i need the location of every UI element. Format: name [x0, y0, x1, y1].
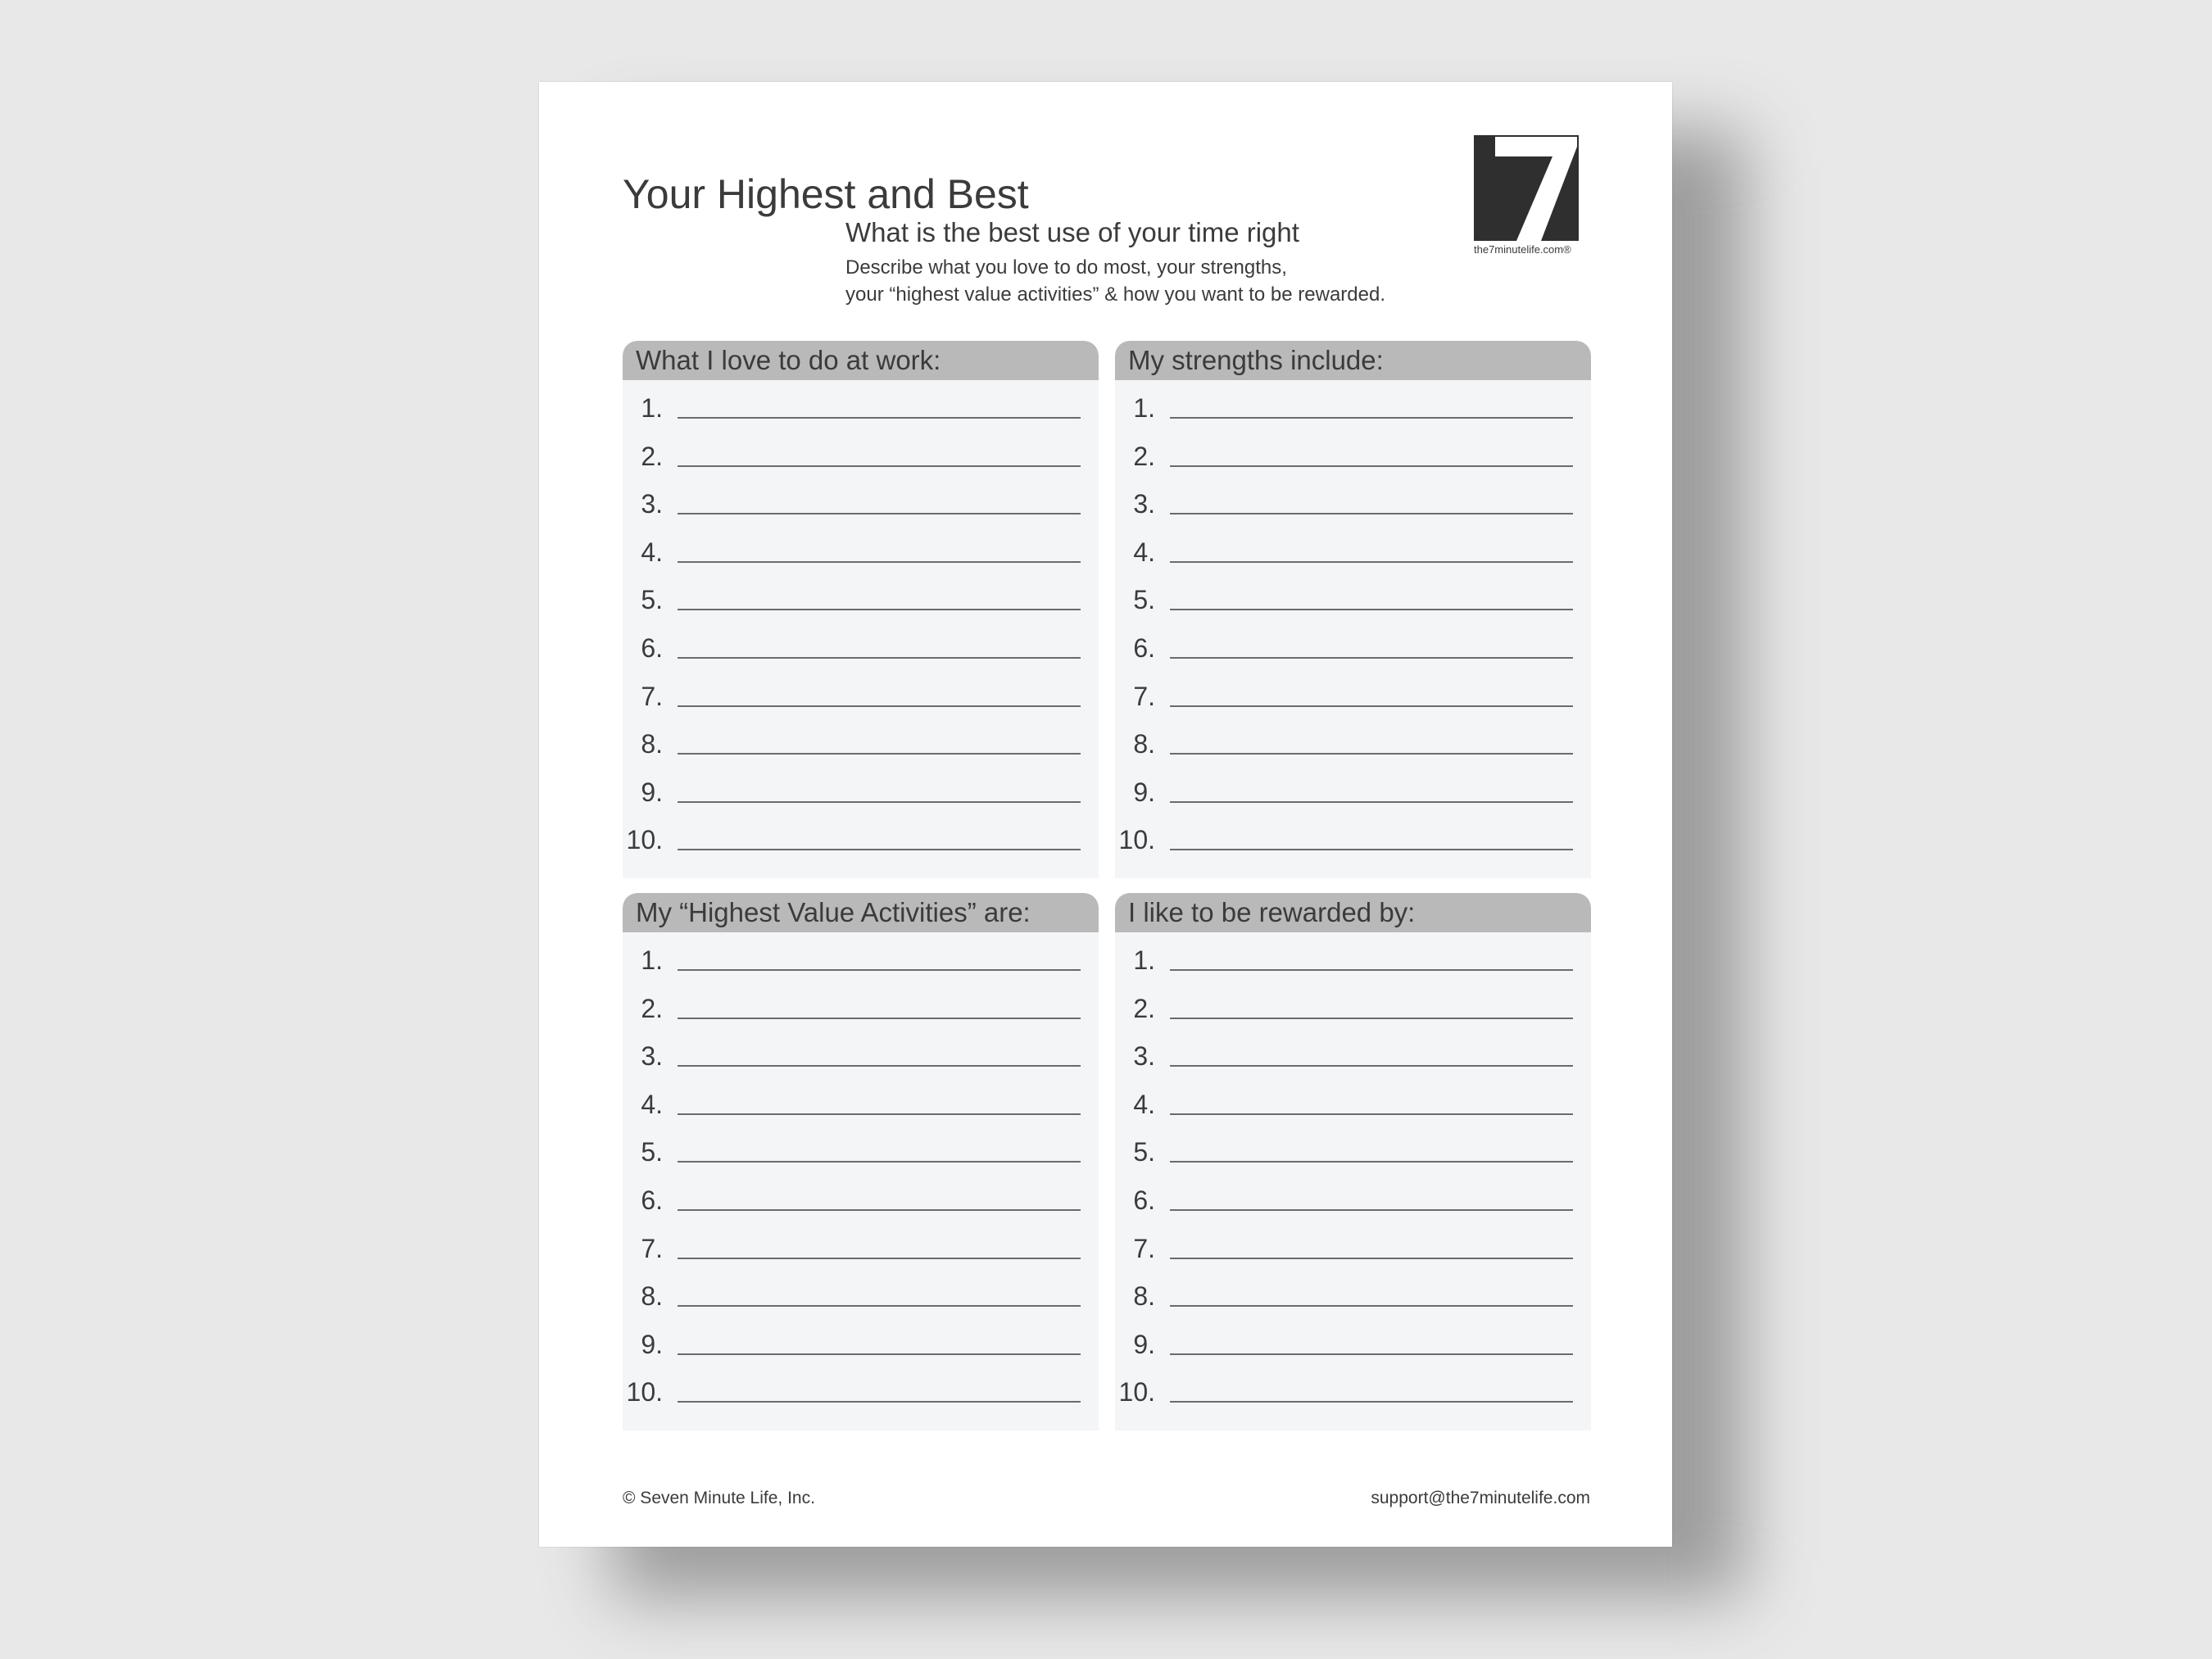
- write-in-line[interactable]: [1170, 1401, 1573, 1403]
- write-in-line[interactable]: [1170, 513, 1573, 514]
- item-number: 7.: [1133, 1234, 1155, 1263]
- write-in-line[interactable]: [1170, 417, 1573, 419]
- item-number: 1.: [1133, 393, 1155, 423]
- item-number: 9.: [641, 777, 663, 807]
- list-item: [623, 1234, 1099, 1281]
- list-item: [1115, 393, 1591, 441]
- description-line-2: your “highest value activities” & how you want to be rewarded.: [845, 283, 1386, 306]
- list-item: [623, 1185, 1099, 1233]
- write-in-line[interactable]: [678, 969, 1081, 971]
- item-number: 3.: [641, 1041, 663, 1071]
- seven-logo-icon: [1474, 135, 1579, 241]
- list-item: [1115, 442, 1591, 489]
- list-item: [1115, 825, 1591, 873]
- write-in-line[interactable]: [678, 1209, 1081, 1211]
- write-in-line[interactable]: [678, 1113, 1081, 1115]
- item-number: 2.: [641, 994, 663, 1023]
- write-in-line[interactable]: [1170, 1209, 1573, 1211]
- list-item: [1115, 1041, 1591, 1089]
- item-number: 2.: [1133, 994, 1155, 1023]
- item-number: 6.: [1133, 633, 1155, 663]
- write-in-line[interactable]: [678, 1065, 1081, 1067]
- panel-highest-value-activities: [623, 893, 1099, 1430]
- list-item: [1115, 1281, 1591, 1329]
- worksheet-page: [539, 82, 1672, 1547]
- write-in-line[interactable]: [678, 609, 1081, 610]
- list-item: [1115, 489, 1591, 537]
- list-item: [623, 777, 1099, 825]
- item-number: 8.: [1133, 729, 1155, 759]
- item-number: 5.: [641, 1137, 663, 1167]
- item-number: 4.: [641, 537, 663, 567]
- list-item: [623, 1137, 1099, 1185]
- item-number: 10.: [1118, 1377, 1155, 1407]
- item-number: 7.: [641, 1234, 663, 1263]
- item-number: 8.: [641, 1281, 663, 1311]
- list-item: [1115, 945, 1591, 993]
- list-item: [623, 393, 1099, 441]
- list-item: [1115, 1185, 1591, 1233]
- list-item: [1115, 777, 1591, 825]
- item-number: 5.: [641, 585, 663, 614]
- panel-heading: I like to be rewarded by:: [1115, 893, 1591, 932]
- item-number: 9.: [641, 1330, 663, 1359]
- list-item: [1115, 1330, 1591, 1377]
- item-number: 1.: [641, 393, 663, 423]
- item-number: 3.: [1133, 1041, 1155, 1071]
- list-item: [1115, 1377, 1591, 1425]
- list-item: [623, 1281, 1099, 1329]
- list-item: [623, 585, 1099, 632]
- item-number: 2.: [641, 442, 663, 471]
- write-in-line[interactable]: [1170, 705, 1573, 707]
- item-number: 1.: [1133, 945, 1155, 975]
- write-in-line[interactable]: [678, 849, 1081, 850]
- write-in-line[interactable]: [1170, 849, 1573, 850]
- list-item: [1115, 1234, 1591, 1281]
- list-item: [623, 1330, 1099, 1377]
- panel-strengths: [1115, 341, 1591, 878]
- write-in-line[interactable]: [678, 1353, 1081, 1355]
- write-in-line[interactable]: [678, 753, 1081, 755]
- list-item: [623, 442, 1099, 489]
- item-number: 9.: [1133, 1330, 1155, 1359]
- write-in-line[interactable]: [678, 705, 1081, 707]
- write-in-line[interactable]: [1170, 1065, 1573, 1067]
- list-item: [623, 537, 1099, 585]
- write-in-line[interactable]: [678, 1401, 1081, 1403]
- item-number: 6.: [641, 633, 663, 663]
- item-number: 3.: [1133, 489, 1155, 519]
- item-number: 8.: [1133, 1281, 1155, 1311]
- list-item: [623, 1090, 1099, 1137]
- write-in-line[interactable]: [1170, 801, 1573, 803]
- item-number: 2.: [1133, 442, 1155, 471]
- list-item: [623, 489, 1099, 537]
- write-in-line[interactable]: [1170, 969, 1573, 971]
- write-in-line[interactable]: [678, 465, 1081, 467]
- panel-heading: My “Highest Value Activities” are:: [623, 893, 1099, 932]
- list-item: [623, 825, 1099, 873]
- list-item: [1115, 1090, 1591, 1137]
- list-item: [623, 633, 1099, 681]
- write-in-line[interactable]: [1170, 753, 1573, 755]
- page-title: Your Highest and Best: [623, 171, 1029, 217]
- page-subtitle: What is the best use of your time right: [845, 217, 1299, 247]
- list-item: [1115, 537, 1591, 585]
- list-item: [623, 994, 1099, 1041]
- list-item: [1115, 994, 1591, 1041]
- list-item: [1115, 682, 1591, 729]
- item-number: 1.: [641, 945, 663, 975]
- item-number: 4.: [641, 1090, 663, 1119]
- write-in-line[interactable]: [1170, 465, 1573, 467]
- write-in-line[interactable]: [678, 561, 1081, 563]
- write-in-line[interactable]: [678, 1161, 1081, 1163]
- write-in-line[interactable]: [678, 801, 1081, 803]
- item-number: 6.: [641, 1185, 663, 1215]
- write-in-line[interactable]: [678, 1258, 1081, 1259]
- item-number: 4.: [1133, 537, 1155, 567]
- item-number: 7.: [641, 682, 663, 711]
- brand-logo: [1474, 135, 1590, 258]
- panel-rewarded-by: [1115, 893, 1591, 1430]
- write-in-line[interactable]: [1170, 1018, 1573, 1019]
- write-in-line[interactable]: [678, 1305, 1081, 1307]
- list-item: [623, 729, 1099, 777]
- write-in-line[interactable]: [678, 513, 1081, 514]
- write-in-line[interactable]: [1170, 657, 1573, 659]
- list-item: [1115, 1137, 1591, 1185]
- item-number: 10.: [1118, 825, 1155, 854]
- write-in-line[interactable]: [1170, 1305, 1573, 1307]
- item-number: 4.: [1133, 1090, 1155, 1119]
- write-in-line[interactable]: [1170, 1161, 1573, 1163]
- write-in-line[interactable]: [1170, 609, 1573, 610]
- logo-caption: the7minutelife.com®: [1474, 243, 1571, 256]
- list-item: [623, 945, 1099, 993]
- list-item: [623, 1041, 1099, 1089]
- item-number: 10.: [626, 1377, 663, 1407]
- description-line-1: Describe what you love to do most, your strengths,: [845, 256, 1287, 279]
- write-in-line[interactable]: [1170, 1353, 1573, 1355]
- footer-copyright: © Seven Minute Life, Inc.: [623, 1489, 815, 1507]
- item-number: 6.: [1133, 1185, 1155, 1215]
- footer-support-email[interactable]: support@the7minutelife.com: [1371, 1489, 1590, 1507]
- item-number: 7.: [1133, 682, 1155, 711]
- list-item: [623, 1377, 1099, 1425]
- list-item: [1115, 585, 1591, 632]
- item-number: 10.: [626, 825, 663, 854]
- page-description: [845, 254, 1385, 308]
- panel-love-at-work: [623, 341, 1099, 878]
- item-number: 8.: [641, 729, 663, 759]
- panel-heading: My strengths include:: [1115, 341, 1591, 380]
- item-number: 5.: [1133, 1137, 1155, 1167]
- item-number: 9.: [1133, 777, 1155, 807]
- panel-heading: What I love to do at work:: [623, 341, 1099, 380]
- write-in-line[interactable]: [1170, 1113, 1573, 1115]
- item-number: 3.: [641, 489, 663, 519]
- write-in-line[interactable]: [1170, 561, 1573, 563]
- write-in-line[interactable]: [678, 1018, 1081, 1019]
- list-item: [1115, 633, 1591, 681]
- write-in-line[interactable]: [678, 417, 1081, 419]
- write-in-line[interactable]: [678, 657, 1081, 659]
- write-in-line[interactable]: [1170, 1258, 1573, 1259]
- list-item: [623, 682, 1099, 729]
- item-number: 5.: [1133, 585, 1155, 614]
- list-item: [1115, 729, 1591, 777]
- seven-logo-glyph: [1474, 135, 1579, 241]
